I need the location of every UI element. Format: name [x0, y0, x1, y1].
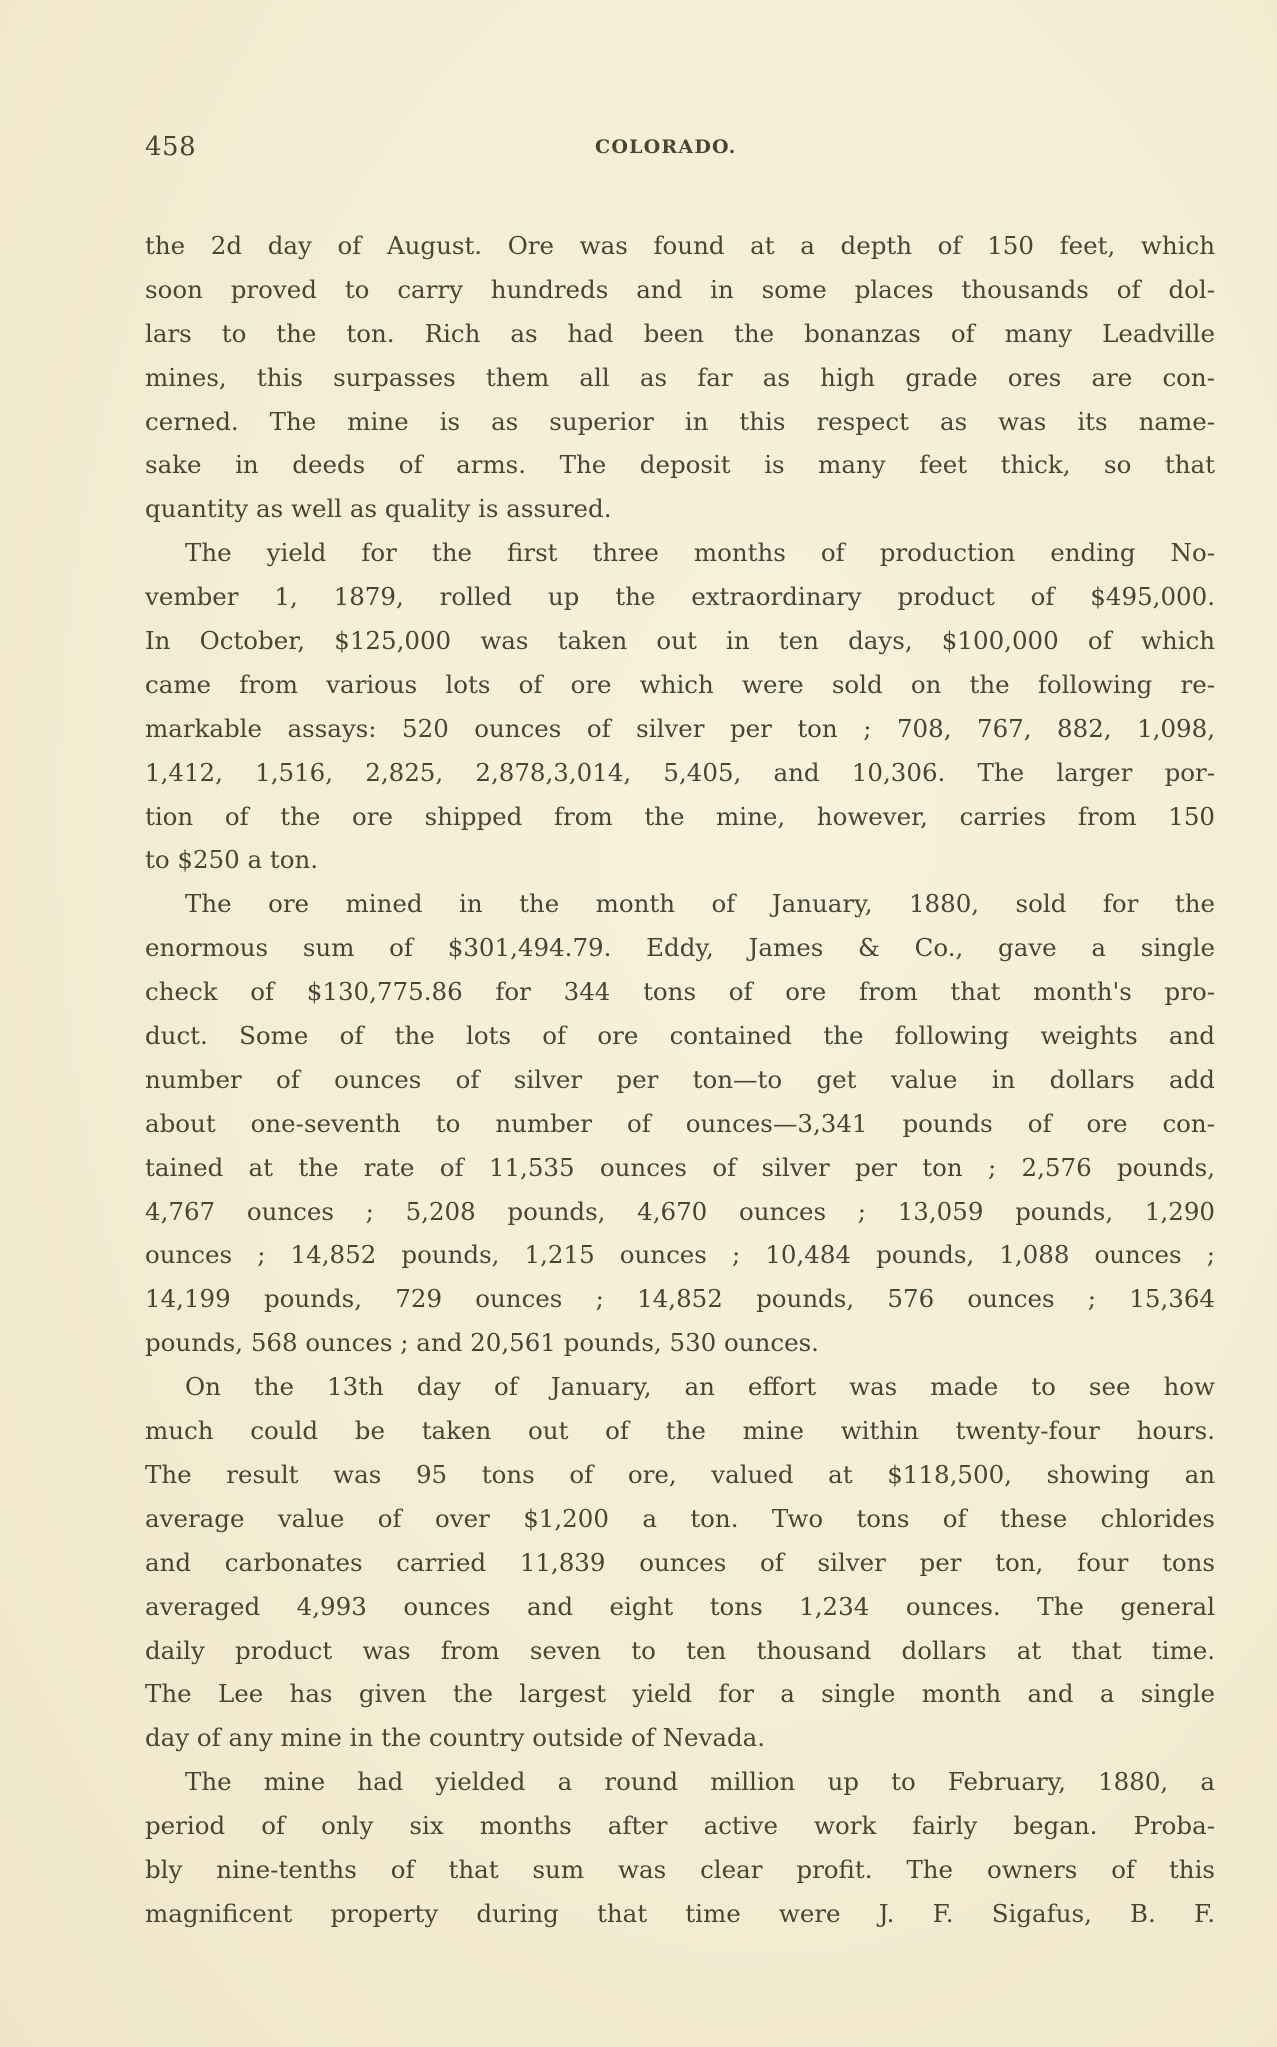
paragraph [145, 882, 1215, 1365]
text-line: tained at the rate of 11,535 ounces of silver per ton ; 2,576 pounds, [145, 1152, 1215, 1182]
text-line: 1,412, 1,516, 2,825, 2,878,3,014, 5,405, and 10,306. The larger por- [145, 757, 1215, 787]
text-line: The Lee has given the largest yield for a single month and a single [145, 1679, 1215, 1709]
text-line: ounces ; 14,852 pounds, 1,215 ounces ; 10,484 pounds, 1,088 ounces ; [145, 1240, 1215, 1270]
text-line: sake in deeds of arms. The deposit is many feet thick, so that [145, 450, 1215, 480]
text-line: cerned. The mine is as superior in this respect as was its name- [145, 406, 1215, 436]
text-line: much could be taken out of the mine within twenty-four hours. [145, 1416, 1215, 1446]
text-line: vember 1, 1879, rolled up the extraordinary product of $495,000. [145, 582, 1215, 612]
text-line: In October, $125,000 was taken out in ten days, $100,000 of which [145, 626, 1215, 656]
text-line: markable assays: 520 ounces of silver per ton ; 708, 767, 882, 1,098, [145, 713, 1215, 743]
text-line: bly nine-tenths of that sum was clear profit. The owners of this [145, 1854, 1215, 1884]
text-line: to $250 a ton. [145, 845, 319, 875]
text-line: The result was 95 tons of ore, valued at $118,500, showing an [145, 1459, 1215, 1489]
text-line: mines, this surpasses them all as far as high grade ores are con- [145, 362, 1215, 392]
page-number: 458 [145, 132, 197, 162]
text-line: magnificent property during that time were J. F. Sigafus, B. F. [145, 1898, 1215, 1928]
text-line: 4,767 ounces ; 5,208 pounds, 4,670 ounces ; 13,059 pounds, 1,290 [145, 1196, 1215, 1226]
text-line: enormous sum of $301,494.79. Eddy, James & Co., gave a single [145, 933, 1215, 963]
text-line: duct. Some of the lots of ore contained the following weights and [145, 1021, 1215, 1051]
paragraph [145, 1365, 1215, 1760]
text-line: about one-seventh to number of ounces—3,341 pounds of ore con- [145, 1108, 1215, 1138]
body-text [145, 224, 1215, 1936]
text-line: average value of over $1,200 a ton. Two tons of these chlorides [145, 1503, 1215, 1533]
text-line: The ore mined in the month of January, 1880, sold for the [185, 889, 1215, 919]
text-line: period of only six months after active work fairly began. Proba- [145, 1811, 1215, 1841]
text-line: the 2d day of August. Ore was found at a depth of 150 feet, which [145, 231, 1215, 260]
text-line: check of $130,775.86 for 344 tons of ore from that month's pro- [145, 977, 1215, 1007]
text-line: On the 13th day of January, an effort was made to see how [185, 1372, 1215, 1402]
text-line: tion of the ore shipped from the mine, however, carries from 150 [145, 801, 1215, 831]
paragraph [145, 224, 1215, 531]
text-line: soon proved to carry hundreds and in some places thousands of dol- [145, 274, 1215, 304]
text-line: day of any mine in the country outside of Nevada. [145, 1723, 766, 1753]
text-line: The mine had yielded a round million up to February, 1880, a [185, 1767, 1215, 1797]
text-line: pounds, 568 ounces ; and 20,561 pounds, 530 ounces. [145, 1328, 819, 1358]
paragraph [145, 1760, 1215, 1936]
running-head [145, 132, 1215, 172]
section-title: COLORADO. [595, 136, 737, 158]
text-line: quantity as well as quality is assured. [145, 494, 612, 524]
text-line: lars to the ton. Rich as had been the bonanzas of many Leadville [145, 318, 1215, 348]
text-line: daily product was from seven to ten thousand dollars at that time. [145, 1635, 1215, 1665]
text-line: and carbonates carried 11,839 ounces of silver per ton, four tons [145, 1547, 1215, 1577]
text-line: averaged 4,993 ounces and eight tons 1,234 ounces. The general [145, 1591, 1215, 1621]
text-line: 14,199 pounds, 729 ounces ; 14,852 pounds, 576 ounces ; 15,364 [145, 1284, 1215, 1314]
text-line: came from various lots of ore which were sold on the following re- [145, 669, 1215, 699]
text-line: number of ounces of silver per ton—to get value in dollars add [145, 1064, 1215, 1094]
paragraph [145, 531, 1215, 882]
text-line: The yield for the first three months of production ending No- [185, 538, 1215, 568]
